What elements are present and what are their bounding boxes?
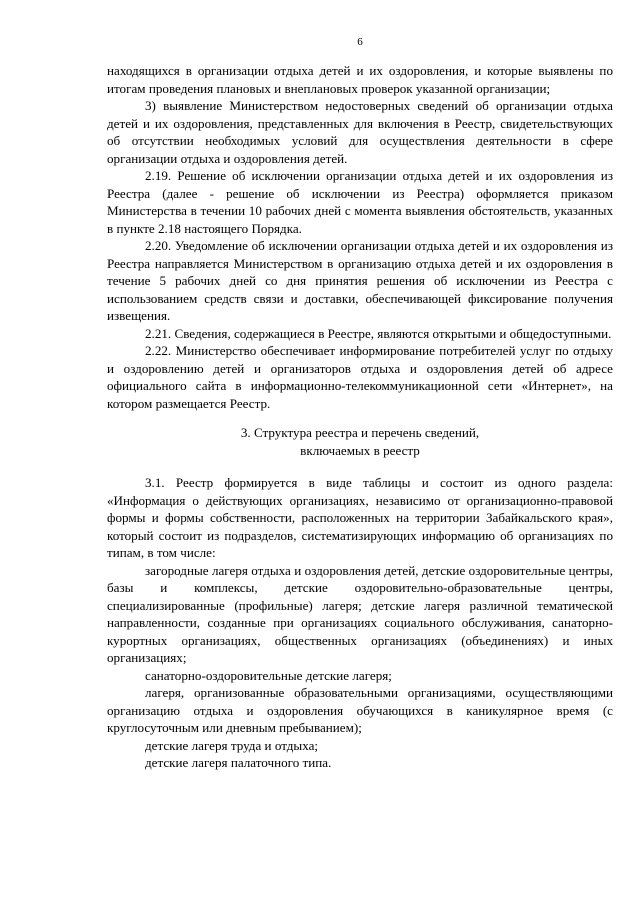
paragraph: 2.20. Уведомление об исключении организации отдыха детей и их оздоровления из Реестра направляется Министерством в организацию отдыха детей и их оздоровления в течение 5 рабочих дней со дня принятия решения об исключении из Реестра с использованием средств связи и доставки, обеспечивающей фиксирование получения извещения. [107,238,613,323]
paragraph: санаторно-оздоровительные детские лагеря; [145,667,392,683]
body-text-before [107,62,613,412]
paragraph: лагеря, организованные образовательными организациями, осуществляющими организацию отдыха и оздоровления обучающихся в каникулярное время (с круглосуточным или дневным пребыванием); [107,685,613,735]
paragraph: 2.22. Министерство обеспечивает информирование потребителей услуг по отдыху и оздоровлению детей и организаторов отдыха и оздоровления детей об адресе официального сайта в информационно-телекоммуникационной сети «Интернет», на котором размещается Реестр. [107,343,613,411]
paragraph: 3) выявление Министерством недостоверных сведений об организации отдыха детей и их оздоровления, представленных для включения в Реестр, свидетельствующих об отсутствии необходимых условий для осуществления деятельности в сфере организации отдыха и оздоровления детей. [107,98,613,166]
paragraph: детские лагеря труда и отдыха; [145,737,319,753]
section-heading [107,424,613,459]
paragraph: 2.21. Сведения, содержащиеся в Реестре, являются открытыми и общедоступными. [145,325,612,341]
section-heading-line: включаемых в реестр [300,442,420,458]
paragraph: загородные лагеря отдыха и оздоровления детей, детские оздоровительные центры, базы и комплексы, детские оздоровительно-образовательные центры, специализированные (профильные) лагеря; детские лагеря различной тематической направленности, созданные при организациях социального обслуживания, санаторно-курортных организациях, общественных организациях (объединениях) и иных организациях; [107,562,613,665]
body-text-after [107,474,613,772]
paragraph: находящихся в организации отдыха детей и их оздоровления, и которые выявлены по итогам проведения плановых и внеплановых проверок указанной организации; [107,63,613,96]
paragraph: детские лагеря палаточного типа. [145,755,332,770]
section-heading-line: 3. Структура реестра и перечень сведений, [240,425,480,440]
paragraph: 2.19. Решение об исключении организации отдыха детей и их оздоровления из Реестра (далее - решение об исключении из Реестра) оформляется приказом Министерства в течении 10 рабочих дней с момента выявления обстоятельств, указанных в пункте 2.18 настоящего Порядка. [107,168,613,236]
paragraph: 3.1. Реестр формируется в виде таблицы и состоит из одного раздела: «Информация о действующих организациях, независимо от организационно-правовой формы и формы собственности, расположенных на территории Забайкальского края», который состоит из подразделов, систематизирующих информацию об организациях по типам, в том числе: [107,475,613,560]
page-number: 6 [357,36,363,48]
